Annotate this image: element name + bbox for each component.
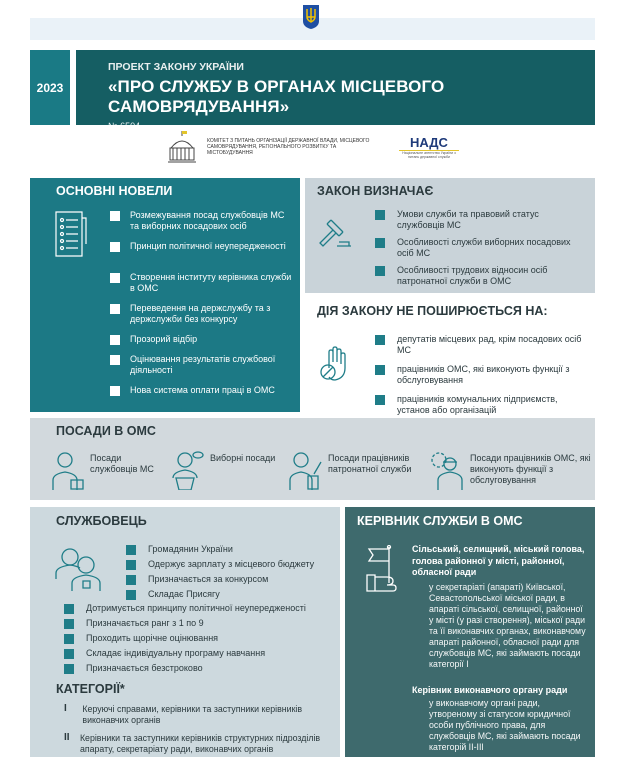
category-number: I xyxy=(64,703,67,714)
defines-text: Особливості трудових відносин осіб патронатної служби в ОМС xyxy=(397,265,548,286)
checklist-icon xyxy=(54,210,90,258)
novel-text: Переведення на держслужбу та з держслужби без конкурсу xyxy=(130,303,271,324)
bullet-icon xyxy=(375,365,385,375)
bullet-icon xyxy=(375,238,385,248)
category-item xyxy=(64,704,334,725)
novels-panel xyxy=(30,178,300,412)
bullet-icon xyxy=(126,560,136,570)
novel-text: Створення інституту керівника служби в ОМС xyxy=(130,272,292,293)
bullet-icon xyxy=(110,211,120,221)
servant-item xyxy=(126,559,336,570)
bullet-icon xyxy=(64,649,74,659)
position-item xyxy=(288,450,423,490)
not-apply-text: працівників комунальних підприємств, установ або організацій xyxy=(397,394,558,415)
nads-name: НАДС xyxy=(410,135,448,150)
novel-text: Розмежування посад службовців МС та виборних посадових осіб xyxy=(130,210,285,231)
bullet-icon xyxy=(126,575,136,585)
category-text: Керівники та заступники керівників структурних підрозділів апарату, секретаріату ради, виконавчих органів xyxy=(79,733,321,754)
not-apply-item xyxy=(375,394,590,416)
servant-text: Складає Присягу xyxy=(148,589,220,599)
assistant-writing-icon xyxy=(288,450,322,490)
category-text: Керуючі справами, керівники та заступники керівників виконавчих органів xyxy=(82,704,303,725)
novel-text: Оцінювання результатів службової діяльності xyxy=(130,354,276,375)
pretitle: ПРОЕКТ ЗАКОНУ УКРАЇНИ xyxy=(108,61,244,73)
servant-text: Дотримується принципу політичної неупередженості xyxy=(86,603,306,613)
position-text: Посади працівників патронатної служби xyxy=(328,453,412,474)
not-apply-title: ДІЯ ЗАКОНУ НЕ ПОШИРЮЄТЬСЯ НА: xyxy=(317,304,548,318)
law-defines-panel xyxy=(305,178,595,293)
novel-item xyxy=(110,354,295,376)
servant-item xyxy=(64,663,334,674)
novel-text: Принцип політичної неупередженості xyxy=(130,241,286,251)
servant-text: Призначається безстроково xyxy=(86,663,203,673)
novels-title: ОСНОВНІ НОВЕЛИ xyxy=(56,184,173,198)
bullet-icon xyxy=(375,266,385,276)
bullet-icon xyxy=(375,210,385,220)
not-apply-text: депутатів місцевих рад, крім посадових осіб МС xyxy=(397,334,582,355)
title-banner xyxy=(76,50,595,131)
head-of-service-panel xyxy=(345,507,595,757)
novel-item xyxy=(110,210,295,232)
category-number: II xyxy=(64,732,70,743)
head-heading-1: Сільський, селищний, міський голова, голова районної у місті, районної, обласної ради xyxy=(412,544,585,577)
bullet-icon xyxy=(64,634,74,644)
servant-item xyxy=(126,544,336,555)
head-heading-2: Керівник виконавчого органу ради xyxy=(412,685,568,695)
novel-item xyxy=(110,334,295,345)
nads-subtitle: Національне агентство України з питань державної служби xyxy=(399,150,459,159)
defines-item xyxy=(375,265,585,287)
position-text: Виборні посади xyxy=(210,453,276,463)
servant-panel xyxy=(30,507,340,757)
speaker-podium-icon xyxy=(170,450,204,490)
bullet-icon xyxy=(126,545,136,555)
bullet-icon xyxy=(126,590,136,600)
novel-item xyxy=(110,272,295,294)
servant-title: СЛУЖБОВЕЦЬ xyxy=(56,514,147,528)
committee-name: КОМІТЕТ З ПИТАНЬ ОРГАНІЗАЦІЇ ДЕРЖАВНОЇ ВЛАДИ, МІСЦЕВОГО САМОВРЯДУВАННЯ, РЕГІОНАЛЬНОГО РОЗВИТКУ ТА МІСТОБУДУВАННЯ xyxy=(207,138,370,156)
bullet-icon xyxy=(110,242,120,252)
head-text-1: у секретаріаті (апараті) Київської, Севастопольської міської ради, в апараті сільської, селищної, районної у місті (у разі створення), міської ради та її виконавчих органах, виконавчому апараті районної, обласної ради для службовців МС, які займають посади категорії І xyxy=(429,582,586,669)
defines-text: Умови служби та правовий статус службовців МС xyxy=(397,209,539,230)
servant-item xyxy=(64,633,334,644)
bullet-icon xyxy=(110,335,120,345)
bullet-icon xyxy=(64,664,74,674)
bullet-icon xyxy=(64,619,74,629)
bullet-icon xyxy=(64,604,74,614)
servant-text: Призначається за конкурсом xyxy=(148,574,269,584)
servant-item xyxy=(64,603,334,614)
category-item xyxy=(64,733,339,754)
bullet-icon xyxy=(110,355,120,365)
servant-item xyxy=(64,618,334,629)
not-apply-item xyxy=(375,364,590,386)
stop-hand-icon xyxy=(319,346,351,382)
novel-item xyxy=(110,303,295,325)
servant-text: Проходить щорічне оцінювання xyxy=(86,633,219,643)
servants-group-icon xyxy=(54,545,106,591)
bullet-icon xyxy=(110,304,120,314)
bullet-icon xyxy=(375,395,385,405)
positions-title: ПОСАДИ В ОМС xyxy=(56,424,156,438)
categories-title: КАТЕГОРІЇ* xyxy=(56,682,125,696)
servant-text: Призначається ранг з 1 по 9 xyxy=(86,618,204,628)
not-apply-text: працівників ОМС, які виконують функції з обслуговування xyxy=(397,364,570,385)
service-worker-icon xyxy=(430,450,464,490)
position-text: Посади працівників ОМС, які виконують функції з обслуговування xyxy=(470,453,591,485)
official-icon xyxy=(50,450,84,490)
position-text: Посади службовців МС xyxy=(90,453,154,474)
not-apply-panel xyxy=(305,298,595,415)
servant-text: Громадянин України xyxy=(148,544,233,554)
parliament-building-icon xyxy=(165,130,199,164)
hand-flag-icon xyxy=(365,545,403,593)
novel-item xyxy=(110,241,295,263)
defines-item xyxy=(375,237,585,259)
page-title: «ПРО СЛУЖБУ В ОРГАНАХ МІСЦЕВОГО САМОВРЯДУВАННЯ» xyxy=(108,77,445,116)
servant-item xyxy=(126,574,336,585)
position-item xyxy=(170,450,275,490)
bullet-icon xyxy=(110,273,120,283)
positions-panel xyxy=(30,418,595,500)
head-title: КЕРІВНИК СЛУЖБИ В ОМС xyxy=(357,514,523,528)
servant-item xyxy=(126,589,336,600)
bullet-icon xyxy=(110,386,120,396)
logos xyxy=(165,128,465,166)
servant-text: Складає індивідуальну програму навчання xyxy=(86,648,266,658)
servant-text: Одержує зарплату з місцевого бюджету xyxy=(148,559,315,569)
bill-number: № 6504 xyxy=(108,121,141,131)
novel-item xyxy=(110,385,295,396)
position-item xyxy=(430,450,600,490)
gavel-icon xyxy=(317,216,353,250)
novel-text: Прозорий відбір xyxy=(130,334,198,344)
novel-text: Нова система оплати праці в ОМС xyxy=(130,385,275,395)
head-text-2: у виконавчому органі ради, утвореному зі статусом юридичної особи публічного права, для службовців МС, які займають посади категорій ІІ-ІІІ xyxy=(429,698,581,752)
defines-title: ЗАКОН ВИЗНАЧАЄ xyxy=(317,184,434,198)
year-badge: 2023 xyxy=(30,50,70,125)
position-item xyxy=(50,450,160,490)
not-apply-item xyxy=(375,334,590,356)
trident-emblem-icon xyxy=(302,4,320,30)
defines-item xyxy=(375,209,585,231)
nads-logo xyxy=(399,135,459,159)
servant-item xyxy=(64,648,334,659)
bullet-icon xyxy=(375,335,385,345)
defines-text: Особливості служби виборних посадових осіб МС xyxy=(397,237,571,258)
